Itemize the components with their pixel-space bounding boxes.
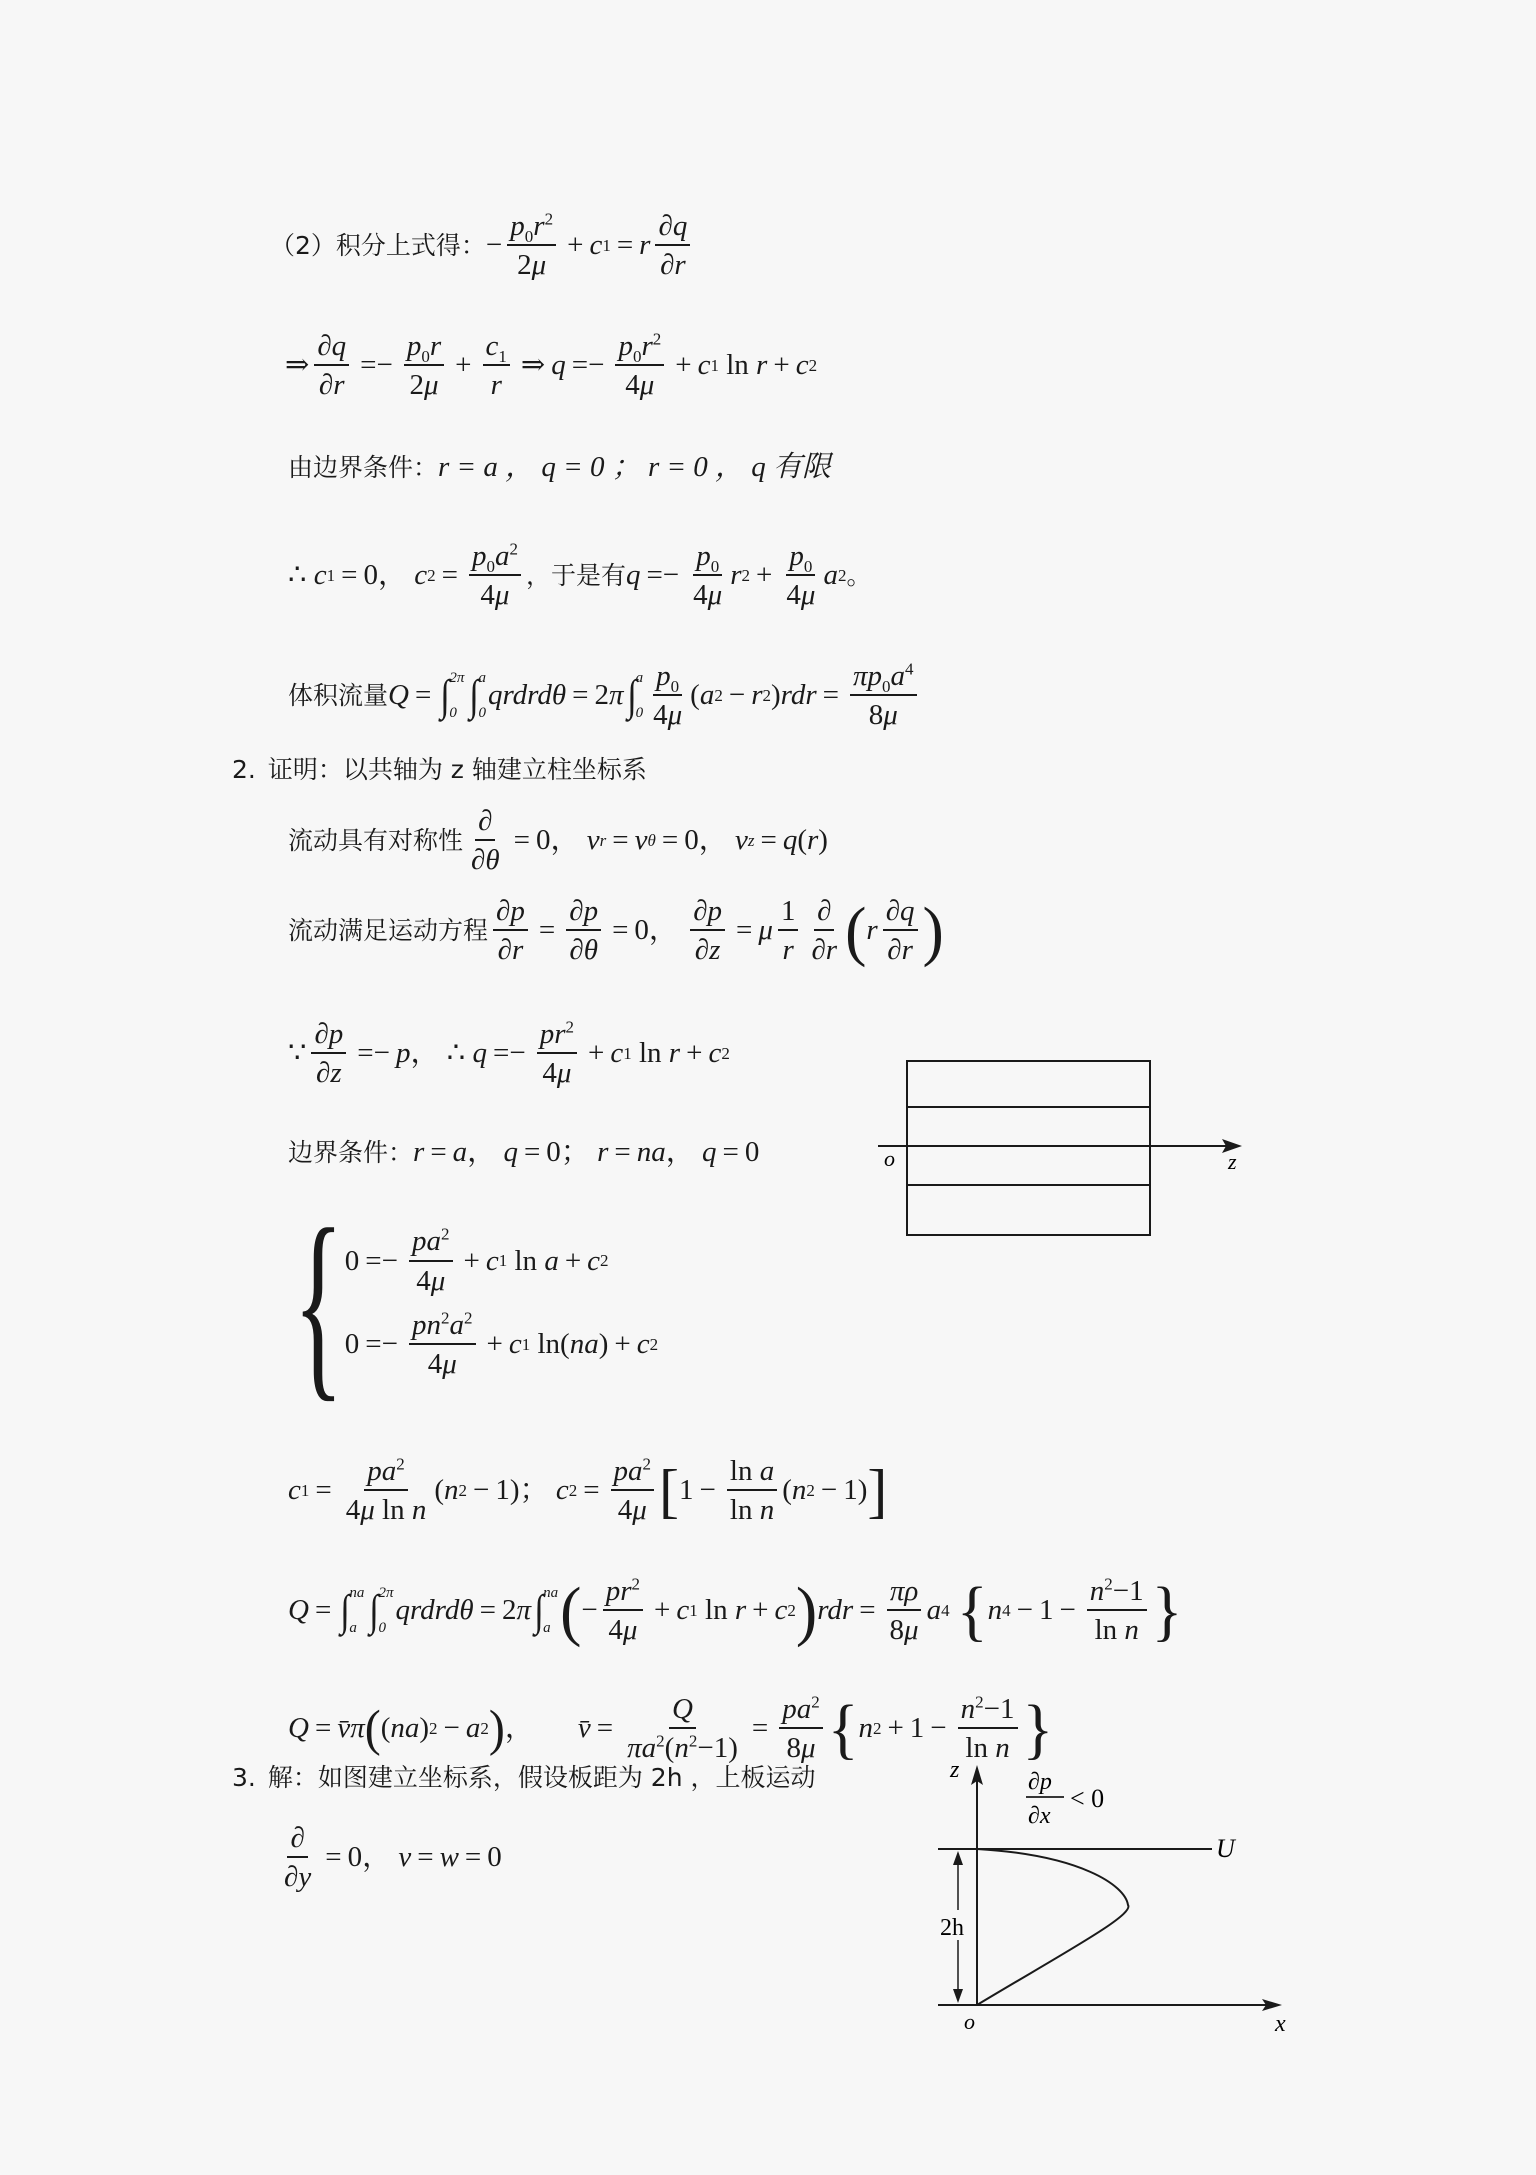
flow-label: 体积流量 [288, 681, 389, 711]
left-brace: { [293, 1187, 344, 1419]
frac-p0r2-4mu: $\frac{p_0r^2}{4\mu}$ [615, 330, 664, 402]
frac-n2m1-lnn: $\frac{n^2-1}{\text{ln n}}$ [1087, 1575, 1147, 1647]
eq-velocity-line: $\frac{\partial}{\partial y}$ = 0， v = w = 0 [276, 1822, 502, 1894]
gap-arrow-down [953, 1989, 963, 2003]
boundary2-label: 边界条件： [288, 1138, 414, 1167]
frac-d-dy: $\frac{\partial}{\partial y}$ [284, 1822, 312, 1894]
fig1-origin-label: o [884, 1146, 895, 1171]
frac-p0-4mu-3: $\frac{p_0}{4\mu}$ [653, 660, 683, 732]
so-text: ，于是有 [525, 561, 626, 591]
part2-label: （2）积分上式得： [270, 231, 486, 261]
boundary-line-1 [288, 453, 831, 482]
frac-1-r: $\frac{1}{r}$ [778, 895, 799, 967]
section2-title: 证明：以共轴为 z 轴建立柱坐标系 [267, 755, 647, 784]
fig2-u-label: U [1216, 1834, 1235, 1863]
fig2-origin-label: o [964, 2009, 975, 2034]
frac-Q-denominator: $\frac{Q}{\pi a^2(n^2-1)}$ [627, 1693, 738, 1765]
figure-annulus [870, 1055, 1250, 1245]
frac-p0r-2mu: $\frac{p_0r}{2\mu}$ [404, 330, 444, 402]
frac-c1: $\frac{pa^2}{\text{4μ ln n}}$ [345, 1454, 427, 1527]
gradient-numerator: ∂p [1028, 1769, 1052, 1795]
frac-p0r2-2mu: $\frac{p_0r^2}{2\mu}$ [507, 210, 556, 282]
section2-num: 2. [232, 755, 256, 784]
frac-c1-r: $\frac{c_1}{r}$ [483, 330, 510, 402]
boundary1-text: r = a ， q = 0 ； r = 0 ， q 有限 [438, 451, 832, 483]
boundary-line-2: 边界条件： r = a ， q = 0； r = na ， q = 0 [288, 1136, 760, 1168]
frac-dq-dr: $\frac{\partial q}{\partial r}$ [655, 210, 690, 282]
eq-volume-flow-line: 体积流量 Q = ∫ 2π 0 ∫ a 0 qrdrdθ = 2 π ∫ a 0 $\frac{p_0}{4\mu}$ ( a 2 − r 2 ) rdr = $\frac{\pi p_0a^4}{8\mu}$ [288, 660, 922, 732]
eq-constants-line: ∴ c 1 = 0， c 2 = $\frac{p_0a^2}{4\mu}$ ，于是有 q =− $\frac{p_0}{4\mu}$ r 2 + $\frac{p_0}{4\mu}$ a 2 。 [288, 539, 872, 612]
gap-arrow-up [953, 1851, 963, 1865]
figure-channel-flow [920, 1755, 1300, 2040]
frac-dp-dz: $\frac{\partial p}{\partial z}$ [690, 895, 725, 967]
eq-c1-c2-line: c 1 = $\frac{pa^2}{\text{4μ ln n}}$ ( n 2 − 1)； c 2 = $\frac{pa^2}{4\mu}$ [ 1 − $\frac{\text{ln a}}{\text{ln n}}$ ( n 2 − 1) ] [288, 1454, 888, 1527]
equation-system [290, 1187, 659, 1419]
annulus-outer-rect [907, 1061, 1150, 1235]
section3-heading [232, 1765, 816, 1790]
eq-solution-line: ∵ $\frac{\partial p}{\partial z}$ =− p ， ∴ q =− $\frac{pr^2}{4\mu}$ + c 1 ln r + c 2 [288, 1017, 730, 1090]
frac-p0-4mu-2: $\frac{p_0}{4\mu}$ [786, 540, 816, 612]
frac-dp-dz-2: $\frac{\partial p}{\partial z}$ [311, 1018, 346, 1090]
eq-integrate-line: （2）积分上式得： − $\frac{p_0r^2}{2\mu}$ + c 1 = r $\frac{\partial q}{\partial r}$ [270, 210, 695, 282]
section2-heading [232, 757, 647, 782]
velocity-profile-curve [977, 1849, 1128, 2005]
section3-title: 解：如图建立坐标系，假设板距为 2h ，上板运动 [267, 1763, 816, 1792]
gradient-denominator: ∂x [1028, 1803, 1051, 1829]
frac-dp-dr: $\frac{\partial p}{\partial r}$ [493, 895, 528, 967]
end-mark: 。 [846, 561, 872, 591]
eq-symmetry-line: 流动具有对称性 $\frac{\partial}{\partial\theta}$ = 0， v r = v θ = 0， v z = q ( r ) [288, 805, 828, 877]
section3-num: 3. [232, 1763, 256, 1792]
frac-lna-lnn: $\frac{\text{ln a}}{\text{ln n}}$ [727, 1455, 777, 1527]
fig1-z-label: z [1228, 1149, 1237, 1174]
frac-pr2-4mu-2: $\frac{pr^2}{4\mu}$ [603, 1575, 643, 1647]
eq-mean-velocity-line: Q = v̄ π ( ( na ) 2 − a 2 ) ， v̄ = $\frac{Q}{\pi a^2(n^2-1)}$ = $\frac{pa^2}{8\mu}$ { n 2 + 1 − $\frac{n^2-1}{\text{ln n}}$ } [288, 1691, 1054, 1766]
frac-pip0a4-8mu: $\frac{\pi p_0a^4}{8\mu}$ [850, 660, 917, 732]
eq-derivative-line: ⇒ $\frac{\partial q}{\partial r}$ =− $\frac{p_0r}{2\mu}$ + $\frac{c_1}{r}$ ⇒ q =− $\frac{p_0r^2}{4\mu}$ + c 1 ln r + c 2 [285, 329, 818, 402]
frac-p0a2-4mu: $\frac{p_0a^2}{4\mu}$ [469, 540, 521, 612]
eq-Q-line: Q = ∫ na a ∫ 2π 0 qrdrdθ = 2 π ∫ na a ( − $\frac{pr^2}{4\mu}$ + c 1 ln r + c 2 ) rdr = $\frac{\pi\rho}{8\mu}$ a 4 { n 4 − 1 − $\frac{n^2-1}{\text{ln n}}$ } [288, 1573, 1183, 1648]
frac-dq-dr-2: $\frac{\partial q}{\partial r}$ [314, 330, 349, 402]
frac-n2m1-lnn-2: $\frac{n^2-1}{\text{ln n}}$ [958, 1693, 1018, 1765]
frac-dq-dr-3: $\frac{\partial q}{\partial r}$ [883, 895, 918, 967]
system-row-1: 0 =− $\frac{pa^2}{4\mu}$ + c 1 ln a + c 2 [344, 1224, 609, 1297]
frac-d-dr: $\frac{\partial}{\partial r}$ [811, 895, 838, 967]
symmetry-label: 流动具有对称性 [288, 826, 464, 856]
fig2-z-label: z [950, 1757, 960, 1783]
motion-label: 流动满足运动方程 [288, 916, 489, 946]
system-row-2: 0 =− $\frac{pn^2a^2}{4\mu}$ + c 1 ln( na ) + c 2 [344, 1308, 659, 1381]
frac-pirho-8mu: $\frac{\pi\rho}{8\mu}$ [887, 1575, 922, 1647]
frac-d-dtheta: $\frac{\partial}{\partial\theta}$ [471, 805, 500, 877]
frac-pa2-8mu: $\frac{pa^2}{8\mu}$ [779, 1693, 823, 1765]
boundary1-label: 由边界条件： [288, 453, 439, 482]
frac-pr2-4mu: $\frac{pr^2}{4\mu}$ [537, 1018, 577, 1090]
gradient-relation: < 0 [1070, 1784, 1105, 1813]
frac-dp-dtheta: $\frac{\partial p}{\partial\theta}$ [566, 895, 601, 967]
gap-label: 2h [940, 1915, 964, 1941]
fig2-x-label: x [1275, 2011, 1286, 2037]
eq-motion-line: 流动满足运动方程 $\frac{\partial p}{\partial r}$ = $\frac{\partial p}{\partial\theta}$ = 0， $\frac{\partial p}{\partial z}$ = μ $\frac{1}{r}$ $\frac{\partial}{\partial r}$ ( r $\frac{\partial q}{\partial r}$ ) [288, 893, 944, 968]
frac-c2: $\frac{pa^2}{4\mu}$ [611, 1455, 655, 1527]
frac-p0-4mu: $\frac{p_0}{4\mu}$ [693, 540, 723, 612]
